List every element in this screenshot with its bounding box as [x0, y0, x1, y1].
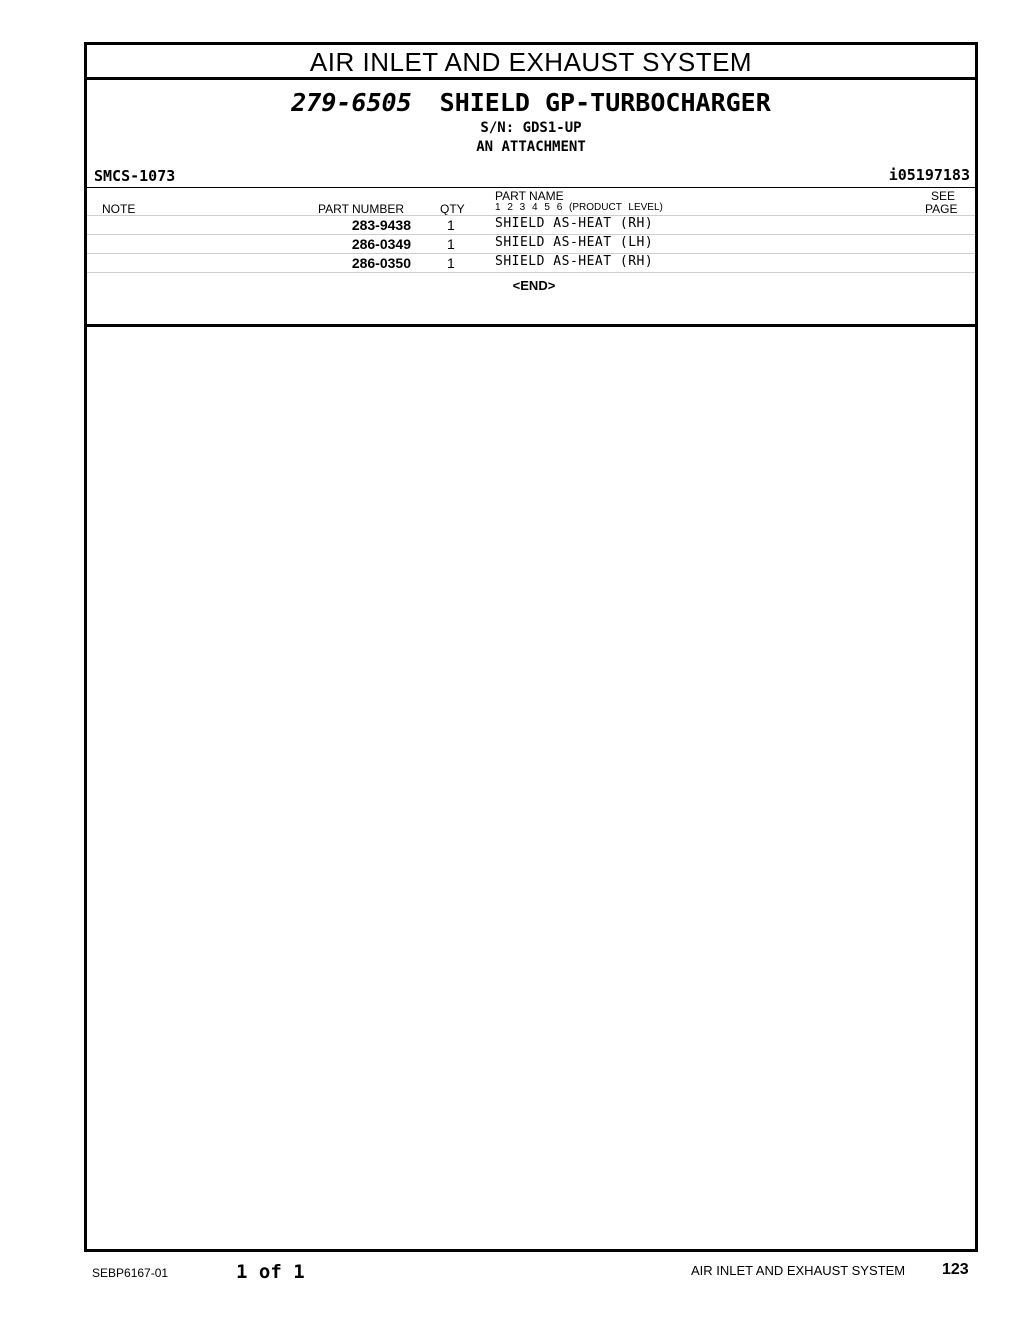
end-marker: <END> — [512, 278, 556, 293]
part-qty: 1 — [447, 217, 455, 233]
smcs-code: SMCS-1073 — [94, 167, 176, 185]
part-qty: 1 — [447, 236, 455, 252]
part-name: SHIELD AS-HEAT (LH) — [495, 235, 654, 250]
illustration-id: i05197183 — [888, 166, 970, 184]
attachment-label: AN ATTACHMENT — [476, 139, 586, 155]
column-header-note: NOTE — [102, 202, 136, 216]
serial-number: S/N: GDS1-UP — [480, 120, 582, 136]
table-row — [87, 253, 975, 273]
system-title: AIR INLET AND EXHAUST SYSTEM — [87, 45, 975, 80]
part-name: SHIELD AS-HEAT (RH) — [495, 216, 654, 231]
column-header-page: PAGE — [925, 202, 958, 216]
table-row — [87, 215, 975, 234]
group-number: 279-6505 — [291, 88, 412, 117]
footer-system-title: AIR INLET AND EXHAUST SYSTEM — [691, 1263, 906, 1278]
column-header-see: SEE — [931, 189, 956, 203]
part-name: SHIELD AS-HEAT (RH) — [495, 254, 654, 269]
header-divider — [87, 187, 975, 188]
part-qty: 1 — [447, 255, 455, 271]
parts-list — [87, 215, 975, 273]
group-header — [87, 80, 975, 215]
list-bottom-divider — [87, 324, 975, 327]
page-frame — [84, 42, 978, 1252]
footer-document-id: SEBP6167-01 — [92, 1266, 169, 1280]
column-header-product-level: 1 2 3 4 5 6 (PRODUCT LEVEL) — [495, 202, 663, 213]
group-name: SHIELD GP-TURBOCHARGER — [439, 88, 771, 117]
column-header-part-number: PART NUMBER — [318, 202, 405, 216]
column-header-qty: QTY — [440, 202, 465, 216]
footer-page-number: 123 — [942, 1261, 969, 1278]
part-number: 286-0350 — [351, 255, 411, 271]
column-header-part-name: PART NAME — [495, 189, 564, 203]
group-title — [87, 88, 975, 117]
part-number: 283-9438 — [351, 217, 411, 233]
table-row — [87, 234, 975, 253]
part-number: 286-0349 — [351, 236, 411, 252]
footer-page-count: 1 of 1 — [236, 1261, 305, 1283]
